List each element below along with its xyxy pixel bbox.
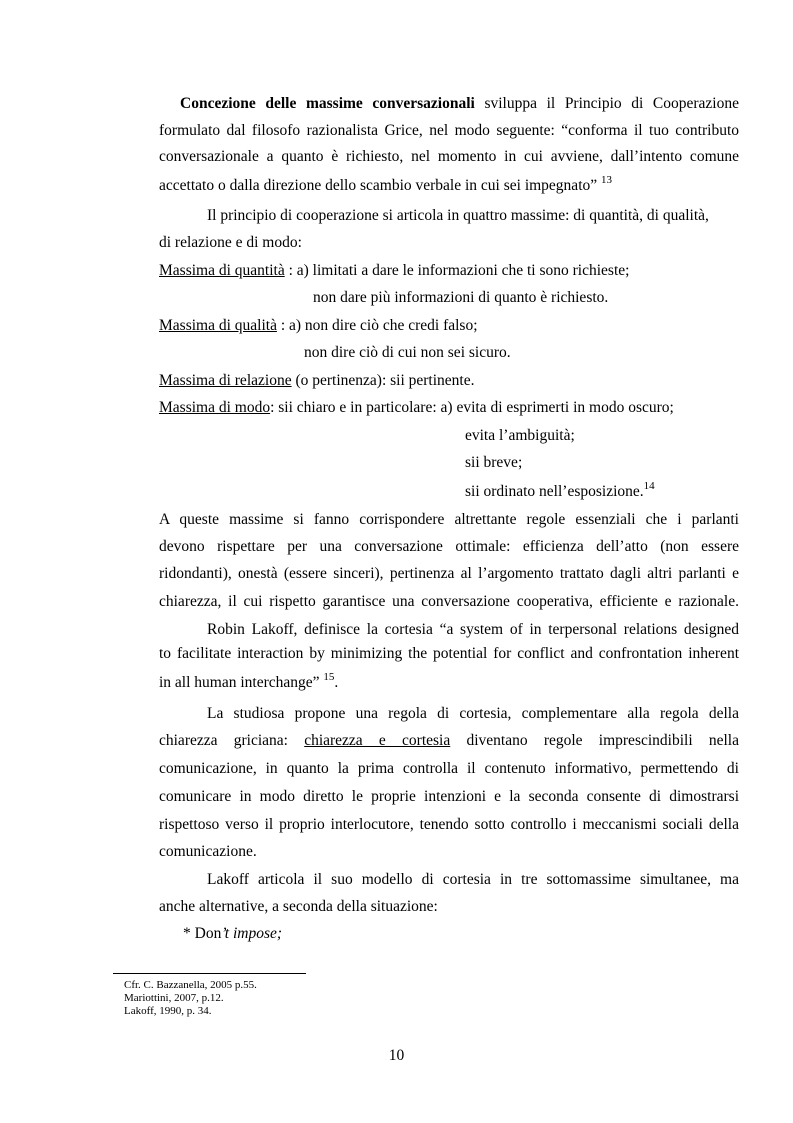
p4-line-1: Robin Lakoff, definisce la cortesia “a system of in terpersonal relations designed: [207, 621, 739, 638]
p1-line-4: [159, 176, 612, 196]
maxim-quantity-line: [159, 261, 629, 281]
p4-line-3-text: in all human interchange”: [159, 674, 320, 691]
footnote-15: Lakoff, 1990, p. 34.: [124, 1005, 212, 1017]
maxim-manner-label: Massima di modo: [159, 399, 271, 416]
p1-line-4-text: accettato o dalla direzione dello scambio verbale in cui sei impegnato”: [159, 177, 598, 194]
p2-line-2: di relazione e di modo:: [159, 234, 302, 251]
p6-bullet-a: * Don: [183, 925, 222, 942]
p5-line-5: rispettoso verso il proprio interlocutore, tenendo sotto controllo i meccanismi sociali della: [159, 816, 739, 833]
p3-line-2: devono rispettare per una conversazione ottimale: efficienza dell’atto (non essere: [159, 538, 739, 555]
p5-line-4: comunicare in modo diretto le proprie intenzioni e la seconda consente di dimostrarsi: [159, 788, 739, 805]
p5-line-2-underlined: chiarezza e cortesia: [304, 732, 451, 749]
footnote-13: Cfr. C. Bazzanella, 2005 p.55.: [124, 979, 257, 991]
maxim-relation-line: [159, 371, 475, 391]
page-number: 10: [388, 1047, 405, 1064]
maxim-quality-a: : a) non dire ciò che credi falso;: [276, 317, 478, 334]
footnote-separator: [113, 973, 306, 974]
p5-line-6: comunicazione.: [159, 843, 257, 860]
maxim-manner-line: [159, 398, 674, 418]
maxim-quantity-b: non dare più informazioni di quanto è richiesto.: [313, 289, 609, 306]
p5-line-1: La studiosa propone una regola di cortesia, complementare alla regola della: [207, 705, 739, 722]
maxim-manner-d-line: [465, 482, 655, 502]
p4-line-3: [159, 673, 338, 693]
p5-line-2-b: diventano regole imprescindibili nella: [450, 732, 739, 749]
p6-line-1: Lakoff articola il suo modello di cortesia in tre sottomassime simultanee, ma: [207, 871, 739, 888]
footnote-ref-15: 15: [323, 671, 335, 683]
maxim-quality-b: non dire ciò di cui non sei sicuro.: [304, 344, 511, 361]
p1-line-3: conversazionale a quanto è richiesto, nel momento in cui avviene, dall’intento comune: [159, 148, 739, 165]
p1-line-1-rest: sviluppa il Principio di Cooperazione: [474, 95, 739, 112]
p5-line-2: [159, 731, 739, 751]
maxim-manner-c: sii breve;: [465, 454, 523, 471]
p1-bold-lead: Concezione delle massime conversazionali: [180, 95, 475, 112]
p6-bullet-b: ’t impose;: [221, 925, 283, 942]
p6-bullet: [183, 924, 282, 944]
maxim-quality-label: Massima di qualità: [159, 317, 277, 334]
p4-line-2: to facilitate interaction by minimizing the potential for conflict and confrontation inherent: [159, 645, 739, 662]
p3-line-4: chiarezza, il cui rispetto garantisce una conversazione cooperativa, efficiente e razionale.: [159, 593, 739, 610]
maxim-quantity-label: Massima di quantità: [159, 262, 285, 279]
p3-line-1: A queste massime si fanno corrispondere altrettante regole essenziali che i parlanti: [159, 511, 739, 528]
p3-line-3: ridondanti), onestà (essere sinceri), pertinenza al l’argomento trattato dagli altri parlanti e: [159, 565, 739, 582]
maxim-relation-rest: (o pertinenza): sii pertinente.: [291, 372, 475, 389]
p4-line-3-end: .: [334, 674, 339, 691]
p1-line-2: formulato dal filosofo razionalista Grice, nel modo seguente: “conforma il tuo contributo: [159, 122, 739, 139]
p5-line-3: comunicazione, in quanto la prima controlla il contenuto informativo, permettendo di: [159, 760, 739, 777]
maxim-manner-d: sii ordinato nell’esposizione.: [465, 483, 644, 500]
footnote-14: Mariottini, 2007, p.12.: [124, 992, 224, 1004]
p6-line-2: anche alternative, a seconda della situazione:: [159, 898, 438, 915]
p2-line-1: Il principio di cooperazione si articola in quattro massime: di quantità, di qualità,: [207, 207, 709, 224]
maxim-quality-line: [159, 316, 478, 336]
maxim-relation-label: Massima di relazione: [159, 372, 292, 389]
maxim-manner-b: evita l’ambiguità;: [465, 427, 575, 444]
maxim-quantity-a: : a) limitati a dare le informazioni che ti sono richieste;: [284, 262, 630, 279]
p5-line-2-a: chiarezza griciana:: [159, 732, 305, 749]
footnote-ref-13: 13: [601, 174, 612, 186]
maxim-manner-a: : sii chiaro e in particolare: a) evita di esprimerti in modo oscuro;: [270, 399, 674, 416]
footnote-ref-14: 14: [643, 480, 655, 492]
p1-line-1: [159, 94, 739, 114]
